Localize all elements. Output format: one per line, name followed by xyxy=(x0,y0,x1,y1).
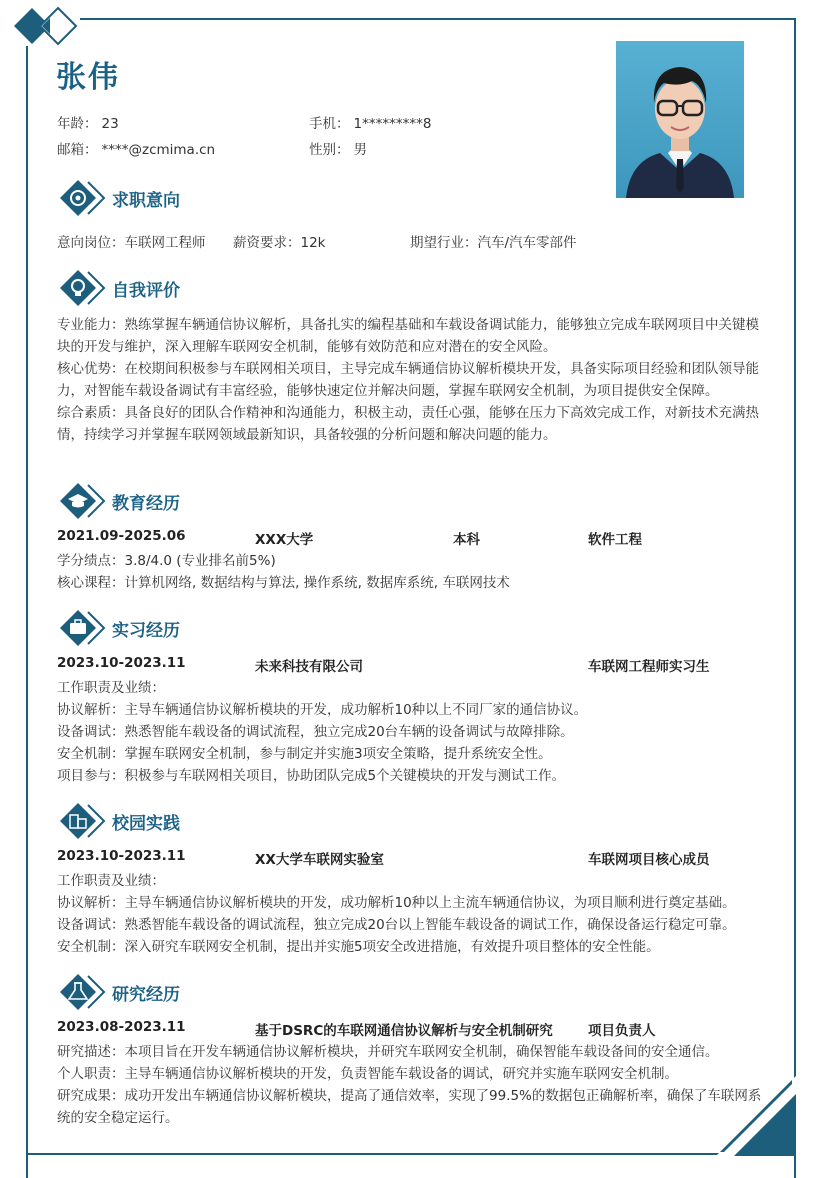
intent-salary: 薪资要求：12k xyxy=(233,235,326,251)
building-icon xyxy=(58,801,106,841)
internship-role: 车联网工程师实习生 xyxy=(588,659,710,675)
campus-body xyxy=(57,870,769,958)
intent-position: 意向岗位：车联网工程师 xyxy=(57,235,206,251)
education-line: 核心课程：计算机网络, 数据结构与算法, 操作系统, 数据库系统, 车联网技术 xyxy=(57,575,510,591)
phone-field xyxy=(309,112,431,132)
internship-period: 2023.10-2023.11 xyxy=(57,655,186,671)
education-body xyxy=(57,550,769,594)
campus-line: 设备调试：熟悉智能车载设备的调试流程，独立完成20台以上智能车载设备的调试工作，确保设备运行稳定可靠。 xyxy=(57,917,736,933)
research-role: 项目负责人 xyxy=(588,1023,656,1039)
gender-field xyxy=(309,138,367,158)
internship-line: 安全机制：掌握车联网安全机制，参与制定并实施3项安全策略，提升系统安全性。 xyxy=(57,746,552,762)
internship-line: 项目参与：积极参与车联网相关项目，协助团队完成5个关键模块的开发与测试工作。 xyxy=(57,768,566,784)
internship-line: 协议解析：主导车辆通信协议解析模块的开发，成功解析10种以上不同厂家的通信协议。 xyxy=(57,702,588,718)
phone-value: 1*********8 xyxy=(353,116,432,132)
age-value: 23 xyxy=(101,116,119,132)
self-eval-line: 专业能力：熟练掌握车辆通信协议解析，具备扎实的编程基础和车载设备调试能力，能够独立完成车联网项目中关键模块的开发与维护，深入理解车联网安全机制，能够有效防范和应对潜在的安全风险。 xyxy=(57,317,759,355)
age-label: 年龄： xyxy=(57,116,98,132)
section-self-eval xyxy=(58,268,180,308)
research-line: 研究描述：本项目旨在开发车辆通信协议解析模块，并研究车联网安全机制，确保智能车载设备间的安全通信。 xyxy=(57,1044,719,1060)
job-intent-title: 求职意向 xyxy=(112,190,180,211)
self-eval-body xyxy=(57,314,769,446)
section-internship xyxy=(58,608,180,648)
campus-line: 协议解析：主导车辆通信协议解析模块的开发，成功解析10种以上主流车辆通信协议，为项目顺利进行奠定基础。 xyxy=(57,895,736,911)
internship-title: 实习经历 xyxy=(112,620,180,641)
research-line: 研究成果：成功开发出车辆通信协议解析模块，提高了通信效率，实现了99.5%的数据包正确解析率，确保了车联网系统的安全稳定运行。 xyxy=(57,1088,762,1126)
self-eval-title: 自我评价 xyxy=(112,280,180,301)
education-title: 教育经历 xyxy=(112,493,180,514)
flask-icon xyxy=(58,972,106,1012)
education-period: 2021.09-2025.06 xyxy=(57,528,186,544)
lightbulb-icon xyxy=(58,268,106,308)
email-field xyxy=(57,138,215,158)
internship-body xyxy=(57,677,769,787)
education-major: 软件工程 xyxy=(588,532,642,548)
phone-label: 手机： xyxy=(309,116,350,132)
campus-org: XX大学车联网实验室 xyxy=(255,852,384,868)
section-research xyxy=(58,972,180,1012)
campus-line: 工作职责及业绩： xyxy=(57,873,165,889)
profile-photo xyxy=(616,41,744,198)
intent-industry: 期望行业：汽车/汽车零部件 xyxy=(410,235,577,251)
internship-line: 设备调试：熟悉智能车载设备的调试流程，独立完成20台车辆的设备调试与故障排除。 xyxy=(57,724,574,740)
campus-title: 校园实践 xyxy=(112,813,180,834)
self-eval-line: 核心优势：在校期间积极参与车联网相关项目，主导完成车辆通信协议解析模块开发，具备实际项目经验和团队领导能力，对智能车载设备调试有丰富经验，能够快速定位并解决问题，掌握车联网安全机制，为项目提供安全保障。 xyxy=(57,361,759,399)
section-campus xyxy=(58,801,180,841)
email-label: 邮箱： xyxy=(57,142,98,158)
section-education xyxy=(58,481,180,521)
target-icon xyxy=(58,178,106,218)
graduation-cap-icon xyxy=(58,481,106,521)
research-line: 个人职责：主导车辆通信协议解析模块的开发，负责智能车载设备的调试，研究并实施车联网安全机制。 xyxy=(57,1066,678,1082)
education-school: XXX大学 xyxy=(255,532,314,548)
candidate-name: 张伟 xyxy=(56,60,120,95)
corner-diamond-icon xyxy=(10,6,80,46)
research-period: 2023.08-2023.11 xyxy=(57,1019,186,1035)
internship-company: 未来科技有限公司 xyxy=(255,659,363,675)
gender-value: 男 xyxy=(353,142,367,158)
gender-label: 性别： xyxy=(309,142,350,158)
research-title: 研究经历 xyxy=(112,984,180,1005)
section-job-intent xyxy=(58,178,180,218)
research-project: 基于DSRC的车联网通信协议解析与安全机制研究 xyxy=(255,1023,553,1039)
education-line: 学分绩点：3.8/4.0 (专业排名前5%) xyxy=(57,553,276,569)
research-body xyxy=(57,1041,769,1129)
self-eval-line: 综合素质：具备良好的团队合作精神和沟通能力，积极主动，责任心强，能够在压力下高效完成工作，对新技术充满热情，持续学习并掌握车联网领域最新知识，具备较强的分析问题和解决问题的能力。 xyxy=(57,405,759,443)
email-value: ****@zcmima.cn xyxy=(101,142,216,158)
age-field xyxy=(57,112,119,132)
page-frame-bottom xyxy=(26,1153,726,1155)
campus-line: 安全机制：深入研究车联网安全机制，提出并实施5项安全改进措施，有效提升项目整体的安全性能。 xyxy=(57,939,660,955)
campus-role: 车联网项目核心成员 xyxy=(588,852,710,868)
briefcase-icon xyxy=(58,608,106,648)
internship-line: 工作职责及业绩： xyxy=(57,680,165,696)
education-degree: 本科 xyxy=(453,532,480,548)
campus-period: 2023.10-2023.11 xyxy=(57,848,186,864)
